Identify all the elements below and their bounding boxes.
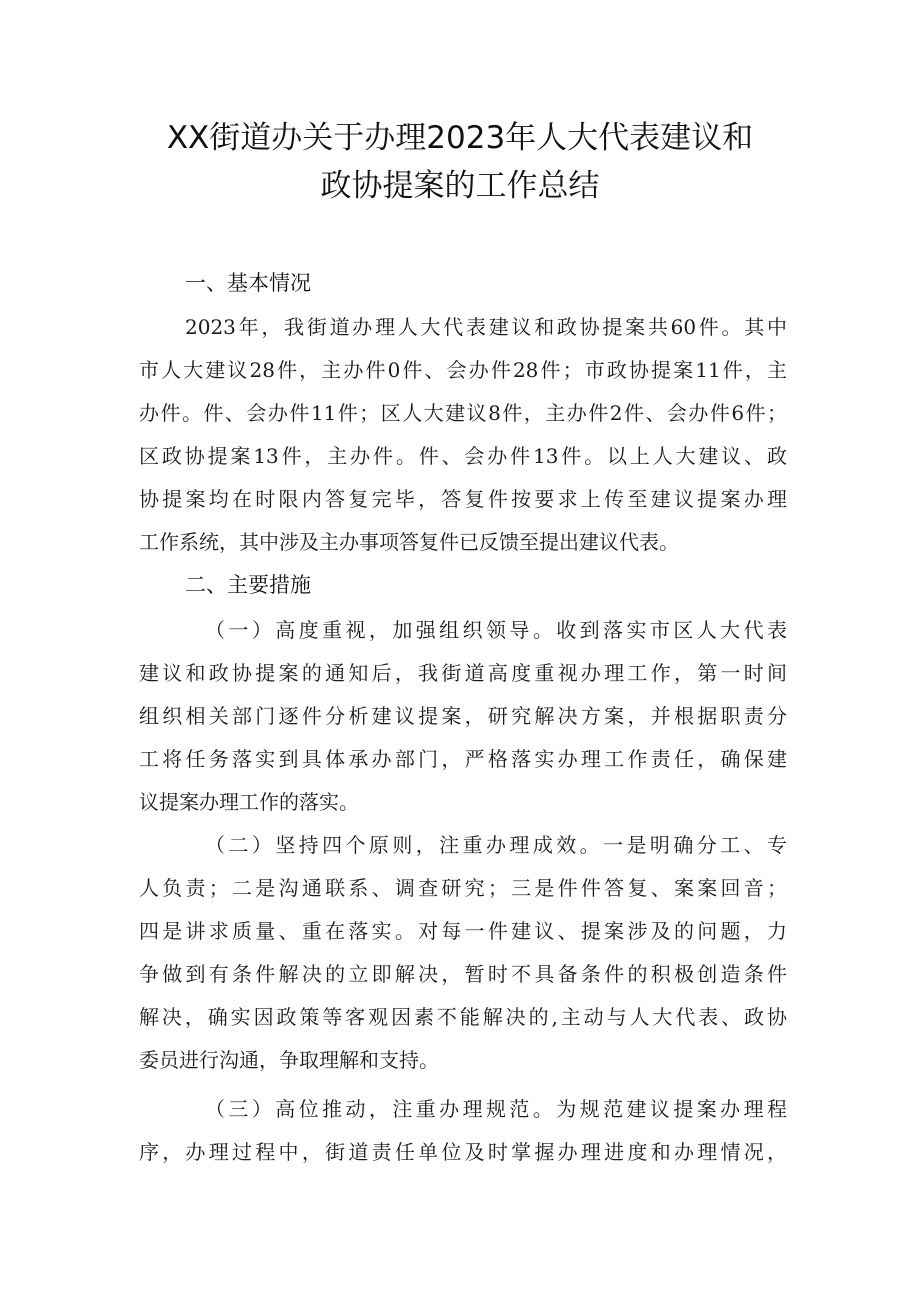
document-title-line-1: XX街道办关于办理2023年人大代表建议和	[166, 120, 754, 156]
paragraph-line: （三）高位推动，注重办理规范。为规范建议提案办理程	[205, 1097, 787, 1121]
paragraph-line: 争做到有条件解决的立即解决，暂时不具备条件的积极创造条件	[139, 962, 787, 986]
paragraph-line: 议提案办理工作的落实。	[139, 790, 359, 814]
paragraph-line: （一）高度重视，加强组织领导。收到落实市区人大代表	[205, 618, 787, 642]
paragraph-line: 市人大建议28件，主办件0件、会办件28件；市政协提案11件，主	[139, 358, 787, 382]
paragraph-line: 办件。件、会办件11件；区人大建议8件，主办件2件、会办件6件；	[139, 401, 787, 425]
paragraph-line: （二）坚持四个原则，注重办理成效。一是明确分工、专	[205, 833, 787, 857]
paragraph-line: 协提案均在时限内答复完毕，答复件按要求上传至建议提案办理	[139, 487, 787, 511]
paragraph-line: 解决，确实因政策等客观因素不能解决的,主动与人大代表、政协	[139, 1005, 787, 1029]
paragraph-line: 工作系统，其中涉及主办事项答复件已反馈至提出建议代表。	[139, 530, 679, 554]
paragraph-line: 2023年，我街道办理人大代表建议和政协提案共60件。其中	[185, 315, 787, 339]
paragraph-line: 序，办理过程中，街道责任单位及时掌握办理进度和办理情况，	[139, 1140, 787, 1164]
paragraph-line: 组织相关部门逐件分析建议提案，研究解决方案，并根据职责分	[139, 704, 787, 728]
paragraph-line: 建议和政协提案的通知后，我街道高度重视办理工作，第一时间	[139, 661, 787, 685]
paragraph-line: 区政协提案13件，主办件。件、会办件13件。以上人大建议、政	[139, 444, 787, 468]
paragraph-line: 工将任务落实到具体承办部门，严格落实办理工作责任，确保建	[139, 747, 787, 771]
paragraph-line: 委员进行沟通，争取理解和支持。	[139, 1048, 439, 1072]
document-title-line-2: 政协提案的工作总结	[320, 168, 600, 204]
section-heading-measures: 二、主要措施	[185, 573, 311, 597]
section-heading-basic: 一、基本情况	[185, 271, 311, 295]
paragraph-line: 四是讲求质量、重在落实。对每一件建议、提案涉及的问题，力	[139, 919, 787, 943]
paragraph-line: 人负责；二是沟通联系、调查研究；三是件件答复、案案回音；	[139, 876, 787, 900]
